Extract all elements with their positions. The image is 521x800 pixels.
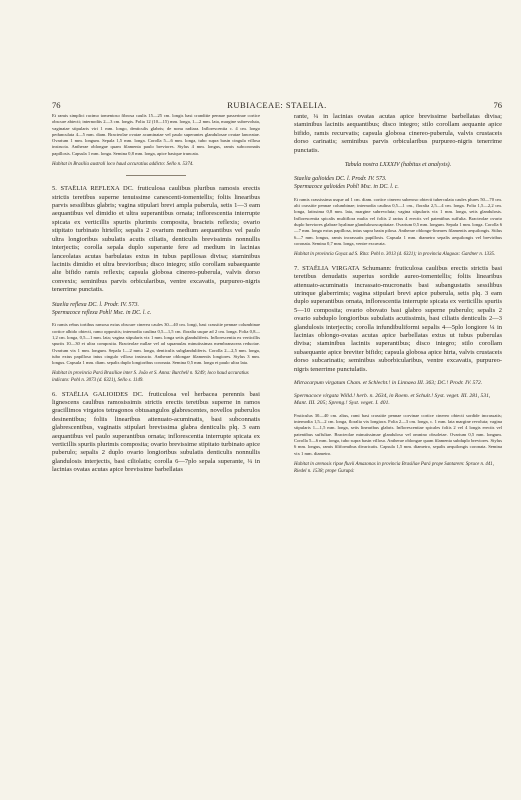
species-6-reference-2: Spermacoce galioides Pohl! Msc. in DC. l. c. <box>294 184 399 191</box>
species-7-reference-1: Mitracarpum virgatum Cham. et Schlecht.! in Linnaea III. 363; DC.! Prodr. IV. 572. <box>294 380 483 387</box>
species-7-reference-2: Spermacoce virgata Willd.! herb. n. 2634, in Roem. et Schult.! Syst. veget. III. 281, 531, Mant. III. 205; Spreng.! Syst. veget. I. 401. <box>294 392 491 407</box>
left-column <box>52 113 260 481</box>
page-number-left: 76 <box>52 100 61 110</box>
species-5-habitat: Habitat in provincia Pará Brasiliae inter S. João et S. Anna: Burchell n. 9249; loco haud accuratius indicato: Pohl n. 3073 (d. 6321), Sello s. 1149. <box>52 371 249 384</box>
page-number-right: 76 <box>493 100 502 110</box>
species-4-description: Et ramis simplici racimo tomentoso fibrosa caulis 15—25 cm. longis basi cranditie pennae passerinae cortice obscure abiecti; internodiis 2—3 cm. longis. Folia 12 (10—15) mm. longa, 1—2 mm. lata, margine subrevoluta, vaginatae stipularis viri 1 mm. longo, denticulis glabris; de nonu radiara. Inflorescentia c. 4 cm. longo pedunculata 4—5 mm. diam. Bracteolae ovatae acuminatae vel paulo superantes glandulosae ovatae lanceatae. Ovarium 1 mm. longum. Sepala 1,5 mm. longa. Corolla 5—6 mm. longa, tubo supra basin cingula villosa instructa. Antherae oblongae quam filamenta paulo breviores. Stylus 4 mm. longus, ramis subcoronatis papillosis. Capsula 1 mm. longa. Semina 0,8 mm. longa, apice basique truncata. <box>52 113 260 156</box>
species-7-diagnosis: 7. STAËLIA VIRGATA Schumann: fruticulosa caulibus erectis strictis basi teretibus denudatis superius sordide aureo-tomentellis; foliis linearibus attenuato-acuminatis incrassato-mucronatis basi subangustatis sessilibus utrinque glaberrimis; vagina stipulari brevi apice puberula, setis plq. 3 eam duplo superantibus ornata, inflorescentia interrupte spicata ex verticillis spuriis 5—10 composita; ovario obovato basi glabro superne puberulo; sepalis 2 ovario subduplo longioribus subulatis acutissimis, basi ciliatis denticulis 2—3 glandulosis interjectis; corolla infundibuliformi sepalis 4—5plo longiore ¼ in lacinias oblongo-ovatas acutas apice barbellatas extus ut tubus puberulas divisa; staminibus laciniis superantibus; disco integro; stilo corollam subaequante apice breviter bifido; capsula globosa apice hirta, valvis crustaceis dorso subcarinatis; seminibus suborbicularibus, ventre excavatis, purpureo-nigris tenerrime punctulatis. <box>294 264 502 373</box>
species-5-diagnosis: 5. STAËLIA REFLEXA DC. fruticulosa caulibus pluribus ramosis erectis strictis teretibus superne tenuissime canescenti-tomentellis; foliis linearibus parvis sessilibus glabris; vagina stipulari brevi ampla puberula, setis 1—3 eam aequantibus vel dimidio et ultra superantibus ornata; inflorescentia interrupte spicata ex verticillis spuriis plurimis composita, bracteis reflexis; ovario stipitato turbinato hirtello; sepalis 2 ovarium medium aequantibus vel paulo ultra longioribus subulatis acutis ciliatis, denticulis brevissimis nonnullis interjectis; corolla sepala duplo superante fere ad medium in lacinias lanceolatas acutas barbulatas extus in tubus papillosas divisa; staminibus laciniis dimidio et ultra brevioribus; disco integro; stilo corollam subaequante alte bifido ramis reflexis; capsula globosa cinereo-puberula, valvis dorso convexis; seminibus parvis orbicularibus, ventre excavatis, purpureo-nigris tenerrime punctatis. <box>52 185 260 294</box>
species-6-habitat: Habitat in provincia Goyaz ad S. Rita: Pohl n. 3013 (d. 6321); in provincia Alagoas: Gardner n. 1335. <box>294 252 496 258</box>
species-7-description: Fruticulus 30—40 cm. altus, rami basi crassitie pennae corvinae cortice cinereo obtecti sordide incrassatis; internodia 1,5—2 cm. longa, floralia vix longiora. Folia 2—3 cm. longa, c. 1 mm. lata margine revoluta; vagina stipularis 1—1,5 mm. longa, setis linearibus glabris. Inflorescentiae spicales foliis 2 vel 4 longis erectis vel patentibus suffultae. Bracteolae minutissimae glanduloso vel omnino obsoletae. Ovarium 0,5 mm. longum. Corolla 5—6 mm. longa, tubo supra basin villoso. Antherae oblongae quam filamenta subduplo breviores. Stylus 6 mm. longus, ramis filiformibus divaricatis. Capsula 1,5 mm. diametro, sepalis aequilongis coronata. Semina vix 1 mm. diametro. <box>294 412 502 456</box>
species-5-reference-1: Staelia reflexa DC. l. Prodr. IV. 573. <box>52 301 139 308</box>
table-reference: Tabula nostra LXXXIV (habitus et analysis). <box>344 162 452 169</box>
right-column <box>294 113 502 481</box>
species-7-habitat: Habitat in arenosis ripae fluvii Amazonas in provincia Brasiliae Pará prope Santarem: Spruce n. 441, Riedel n. 1538; prope Gurupá: <box>294 461 494 474</box>
species-4-habitat: Habitat in Brasilia australi loco haud accuratius addicto: Sello n. 5374. <box>52 162 194 168</box>
species-5-description: Et ramis rebus tortibus ramosa extus obscure cinerea caules 30—40 cm. longi, basi crassitie pennae columbinae cortice albido obtecti, ramo oppositis; internodia caulina 0,5—1,5 cm. floralia usque ad 2 cm. longa. Folia 0,8—1,2 cm. longa, 0,5—1 mm. lata; vagina stipularis vix 1 mm. longa setis glanduliferis. Inflorescentia ex verticillis spuriis 10—30 et ultra composita. Bracteolae nullae vel ad squamulas minutissimas membranaceas reductae. Ovarium vix 1 mm. longum. Sepala 1—2 mm. longa, denticulis subglanduliferis. Corolla 2—2,5 mm. longa, tubo extus papilloso intus cingulo villoso instructo. Antherae oblongae filamentis longiores. Stylus 3 mm. longus. Capsula 1 mm. diam. sepalis duplo longioribus coronata. Semina 0,5 mm. longa et paulo ultra lata. <box>52 322 260 366</box>
running-title: RUBIACEAE: STAELIA. <box>227 100 327 110</box>
page-header <box>52 99 502 111</box>
section-divider <box>126 175 186 176</box>
species-6-diagnosis-continued: rante, ¼ in lacinias ovatas acutas apice brevissime barbellatas divisa; staminibus laciniis aequantibus; disco integro; stilo corollam aequante apice bifido, ramis recurvatis; capsula globosa cinereo-puberula, valvis crustaceis dorso carinatis; seminibus parvis orbicularibus purpureo-nigris tenerrime punctatis. <box>294 113 502 154</box>
species-6-reference-1: Staelia galioides DC. l. Prodr. IV. 573. <box>294 176 387 183</box>
species-5-reference-2: Spermacoce reflexa Pohl! Msc. in DC. l. c. <box>52 309 152 316</box>
species-6-diagnosis: 6. STAËLIA GALIOIDES DC. fruticulosa vel herbacea perennis basi lignescens caulibus ramosissimis strictis erectis teretibus superne in ramos gracillimos virgatos tetragonos obtusangulos glabrescentes, novellos puberulos desinentibus; foliis linearibus attenuato-acuminatis, basi subconnatis glabrescentibus, vaginatis stipulari brevissima glabra denticulis plq. 3 eam aequantibus vel paulo superantibus ornata; inflorescentia interrupte spicata ex verticillis spuriis plurimis composita; ovario brevissime stipitato turbinato apice puberulo; sepalis 2 duplo ovario longioribus subulatis denticulis nonnullis glandulosis interjectis, basi ciliolatis; corolla 6—7plo sepala superante, ¼ in lacinias ovatas acutas apice brevissime barbellatas <box>52 390 260 474</box>
species-6-description: Et ramis crassissima usque ad 1 cm. diam. cortice cinereo suberoso obtecti tuberculata caules plures 50—70 cm. alti crassitie pennae columbinae; internodia caulina 0,5—1 cm., floralia 2,5—4 cm. longa. Folia 1,5—2,2 cm. longa, latissima 0,8 mm. lata, margine subrevoluta; vagina stipularis vix 1 mm. longa, setis glandulosis. Inflorescentia spicalis multiflora multa vel foliis 2 rarius 4 erectis vel patentibus suffulta. Bracteolae ovario duplo breviores glabrae hyalinae glandulososcapitatae. Ovarium 0,5 mm. longum. Sepala 1 mm. longa. Corolla 6—7 mm. longa extus papillosa, intus supra basin pilosa. Antherae oblongo-lineares filamentis aequilongis. Stilus 6—7 mm. longus, ramis incrassatis papillosis. Capsula 1 mm. diametro sepalis aequilongis vel breviribus coronata. Semina 0,7 mm. longa, ventre excavata. <box>294 196 502 246</box>
